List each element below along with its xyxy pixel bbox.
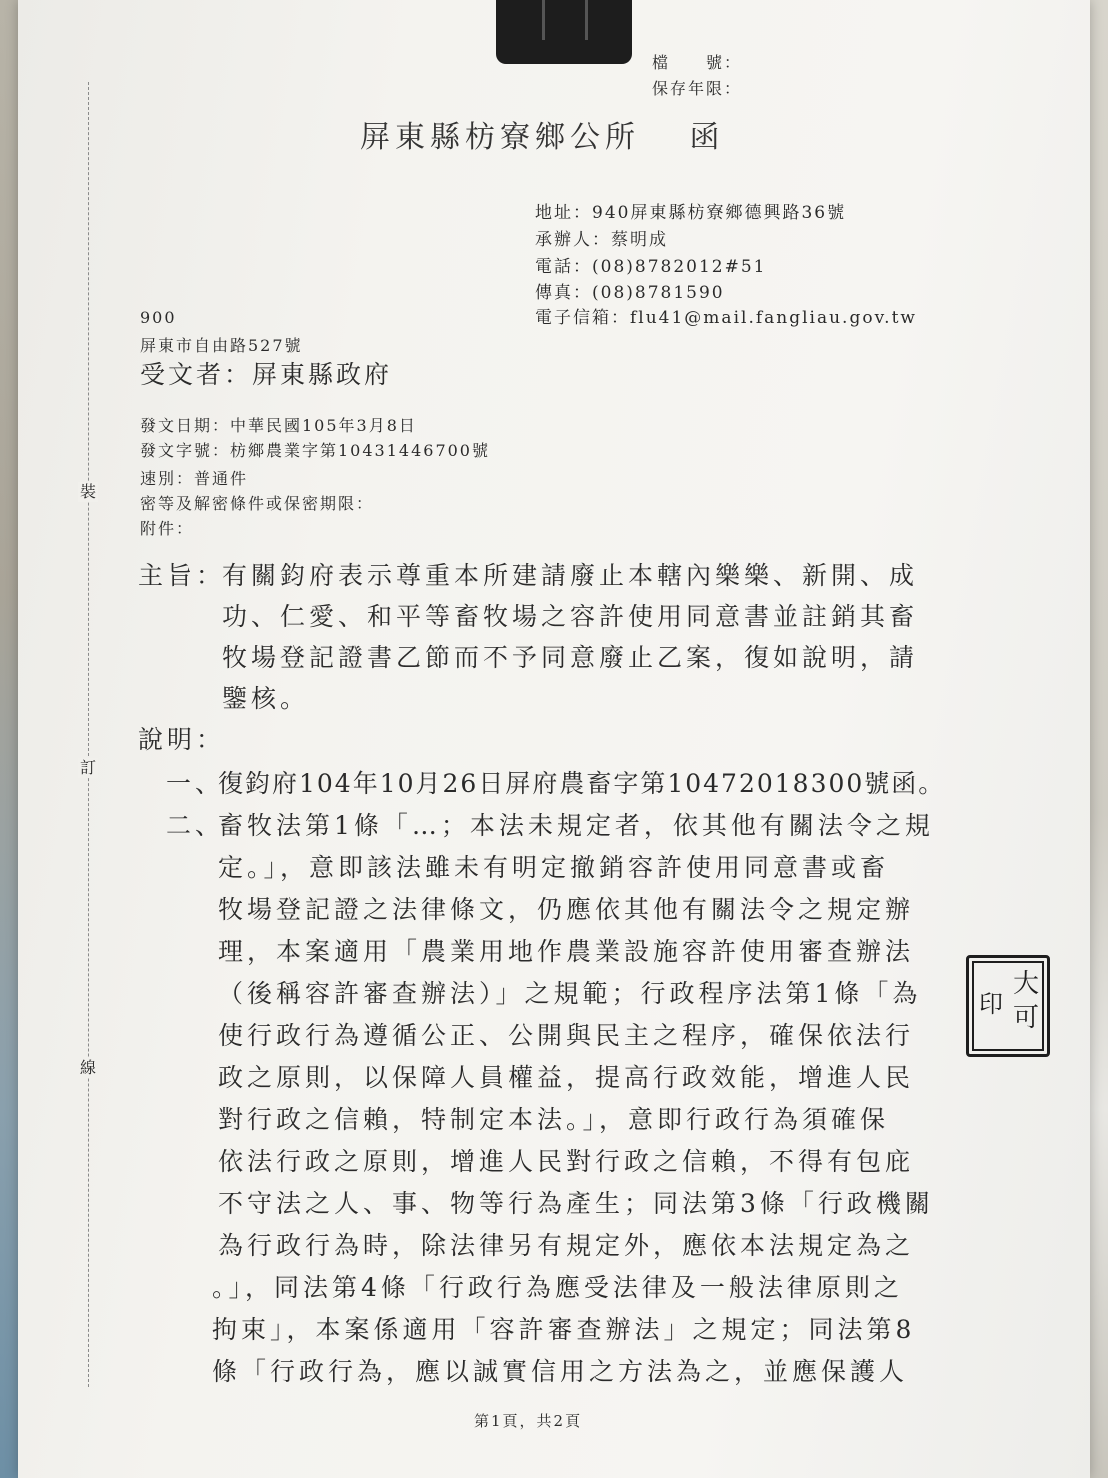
delivery-speed: 速別：普通件 bbox=[140, 469, 249, 488]
svg-text:大: 大 bbox=[1013, 969, 1040, 999]
item-two-line: 定。」，意即該法雖未有明定撤銷容許使用同意書或畜 bbox=[218, 853, 890, 882]
item-two-number: 二、 bbox=[166, 811, 225, 840]
secrecy-level: 密等及解密條件或保密期限： bbox=[140, 494, 375, 513]
seal-graphic bbox=[969, 958, 1047, 1054]
file-number-label: 檔 號： bbox=[652, 53, 743, 72]
item-one-text: 復鈞府104年10月26日屏府農畜字第10472018300號函。 bbox=[218, 769, 946, 798]
svg-text:可: 可 bbox=[1013, 1003, 1040, 1033]
binding-mark-xian: 線 bbox=[79, 1058, 96, 1077]
item-two-line: 畜牧法第1條「…；本法未規定者，依其他有關法令之規 bbox=[218, 811, 934, 840]
binder-clip bbox=[496, 0, 632, 64]
item-two-line: 不守法之人、事、物等行為產生；同法第3條「行政機關 bbox=[218, 1189, 934, 1218]
sender-contact: 承辦人：蔡明成 bbox=[535, 230, 668, 250]
recipient-street: 屏東市自由路527號 bbox=[140, 336, 303, 355]
svg-text:印: 印 bbox=[979, 990, 1003, 1018]
subject-line: 功、仁愛、和平等畜牧場之容許使用同意書並註銷其畜 bbox=[222, 602, 919, 631]
recipient: 受文者：屏東縣政府 bbox=[140, 360, 393, 389]
document-title: 屏東縣枋寮鄉公所 函 bbox=[360, 120, 725, 155]
personal-seal-stamp bbox=[966, 955, 1050, 1057]
item-one-number: 一、 bbox=[166, 769, 225, 798]
item-two-line: 理，本案適用「農業用地作農業設施容許使用審查辦法 bbox=[218, 937, 915, 966]
item-two-line: 政之原則，以保障人員權益，提高行政效能，增進人民 bbox=[218, 1063, 915, 1092]
binding-mark-ding: 訂 bbox=[79, 758, 96, 777]
sender-fax: 傳真：(08)8781590 bbox=[535, 283, 725, 303]
item-two-line: 對行政之信賴，特制定本法。」，意即行政行為須確保 bbox=[218, 1105, 890, 1134]
recipient-zip: 900 bbox=[140, 308, 177, 327]
retention-period-label: 保存年限： bbox=[652, 79, 743, 98]
sender-address: 地址：940屏東縣枋寮鄉德興路36號 bbox=[535, 203, 847, 223]
subject-label: 主旨： bbox=[138, 561, 226, 590]
explanation-label: 說明： bbox=[138, 725, 226, 754]
issue-date: 發文日期：中華民國105年3月8日 bbox=[140, 416, 417, 435]
sender-email: 電子信箱：flu41@mail.fangliau.gov.tw bbox=[535, 308, 917, 328]
sender-phone: 電話：(08)8782012#51 bbox=[535, 257, 767, 277]
item-two-line: 依法行政之原則，增進人民對行政之信賴，不得有包庇 bbox=[218, 1147, 915, 1176]
binding-line bbox=[88, 82, 89, 1387]
item-two-line: 牧場登記證之法律條文，仍應依其他有關法令之規定辦 bbox=[218, 895, 915, 924]
item-two-line: （後稱容許審查辦法）」之規範；行政程序法第1條「為 bbox=[218, 979, 922, 1008]
subject-line: 牧場登記證書乙節而不予同意廢止乙案，復如說明，請 bbox=[222, 643, 919, 672]
subject-line: 有關鈞府表示尊重本所建請廢止本轄內樂樂、新開、成 bbox=[222, 561, 919, 590]
attachments: 附件： bbox=[140, 519, 195, 538]
item-two-line: 條「行政行為，應以誠實信用之方法為之，並應保護人 bbox=[212, 1357, 909, 1386]
document-number: 發文字號：枋鄉農業字第10431446700號 bbox=[140, 441, 490, 460]
subject-line: 鑒核。 bbox=[222, 684, 310, 713]
item-two-line: 為行政行為時，除法律另有規定外，應依本法規定為之 bbox=[218, 1231, 915, 1260]
item-two-line: 使行政行為遵循公正、公開與民主之程序，確保依法行 bbox=[218, 1021, 915, 1050]
page-number: 第1頁，共2頁 bbox=[474, 1412, 583, 1430]
item-two-line: 拘束」，本案係適用「容許審查辦法」之規定；同法第8 bbox=[212, 1315, 916, 1344]
item-two-line: 。」，同法第4條「行政行為應受法律及一般法律原則之 bbox=[212, 1273, 903, 1302]
binding-mark-zhuang: 裝 bbox=[79, 482, 96, 501]
